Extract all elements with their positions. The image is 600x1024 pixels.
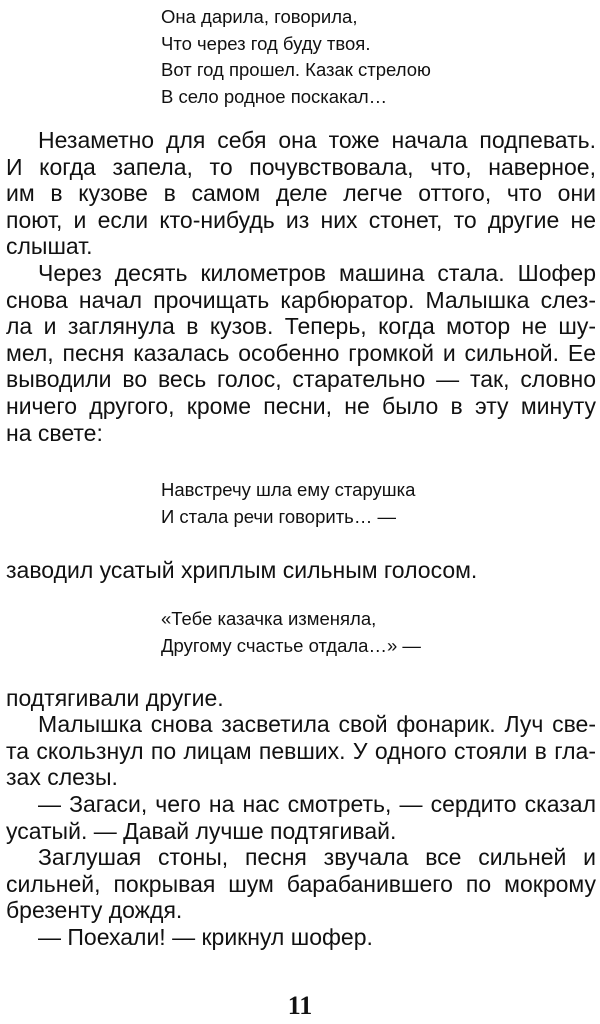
paragraph-6 bbox=[6, 924, 596, 951]
text-line: поют, и если кто-нибудь из них стонет, то другие не bbox=[6, 206, 596, 233]
text-line: Малышка снова засветила свой фонарик. Луч све- bbox=[38, 711, 596, 737]
text-line: та скользнул по лицам певших. У одного стояли в гла- bbox=[6, 737, 596, 764]
text-line: им в кузове в самом деле легче оттого, что они bbox=[6, 180, 596, 207]
text-line: — Поехали! — крикнул шофер. bbox=[38, 924, 373, 950]
text-line: Незаметно для себя она тоже начала подпевать. bbox=[38, 127, 596, 153]
paragraph-after-verse-2 bbox=[6, 557, 596, 584]
verse-line: Она дарила, говорила, bbox=[161, 6, 358, 27]
text-line: сильней, покрывая шум барабанившего по мокрому bbox=[6, 870, 596, 897]
text-line: на свете: bbox=[6, 419, 103, 446]
paragraph-1 bbox=[6, 127, 596, 260]
text-line: снова начал прочищать карбюратор. Малышка слез- bbox=[6, 286, 596, 313]
text-line: — Загаси, чего на нас смотреть, — сердито сказал bbox=[38, 791, 596, 817]
text-line: И когда запела, то почувствовала, что, наверное, bbox=[6, 153, 596, 180]
verse-line: Навстречу шла ему старушка bbox=[161, 479, 416, 500]
text-line: слышат. bbox=[6, 233, 93, 260]
page-number: 11 bbox=[287, 991, 313, 1020]
verse-line: Другому счастье отдала…» — bbox=[161, 634, 421, 656]
verse-line: «Тебе казачка изменяла, bbox=[161, 608, 377, 629]
text-line: ла и заглянула в кузов. Теперь, когда мотор не шу- bbox=[6, 313, 596, 340]
verse-line: Что через год буду твоя. bbox=[161, 32, 371, 54]
verse-line: Вот год прошел. Казак стрелою bbox=[161, 59, 431, 80]
verse-stanza-2 bbox=[161, 477, 415, 530]
text-line: зах слезы. bbox=[6, 764, 118, 791]
paragraph-3 bbox=[6, 711, 596, 791]
text-line: подтягивали другие. bbox=[6, 685, 224, 711]
verse-stanza-3 bbox=[161, 606, 421, 659]
paragraph-2 bbox=[6, 260, 596, 446]
text-line: заводил усатый хриплым сильным голосом. bbox=[6, 557, 478, 583]
paragraph-4 bbox=[6, 791, 596, 844]
text-line: Через десять километров машина стала. Шофер bbox=[38, 260, 596, 286]
text-line: выводили во весь голос, старательно — так, словно bbox=[6, 366, 596, 393]
text-line: мел, песня казалась особенно громкой и сильной. Ее bbox=[6, 339, 596, 366]
paragraph-5 bbox=[6, 844, 596, 924]
text-line: Заглушая стоны, песня звучала все сильней и bbox=[38, 844, 596, 870]
text-line: ничего другого, кроме песни, не было в эту минуту bbox=[6, 392, 596, 419]
verse-line: И стала речи говорить… — bbox=[161, 505, 396, 527]
paragraph-after-verse-3 bbox=[6, 685, 596, 712]
verse-line: В село родное поскакал… bbox=[161, 85, 388, 107]
text-line: усатый. — Давай лучше подтягивай. bbox=[6, 817, 397, 844]
verse-stanza-1 bbox=[161, 4, 431, 110]
text-line: брезенту дождя. bbox=[6, 897, 183, 924]
